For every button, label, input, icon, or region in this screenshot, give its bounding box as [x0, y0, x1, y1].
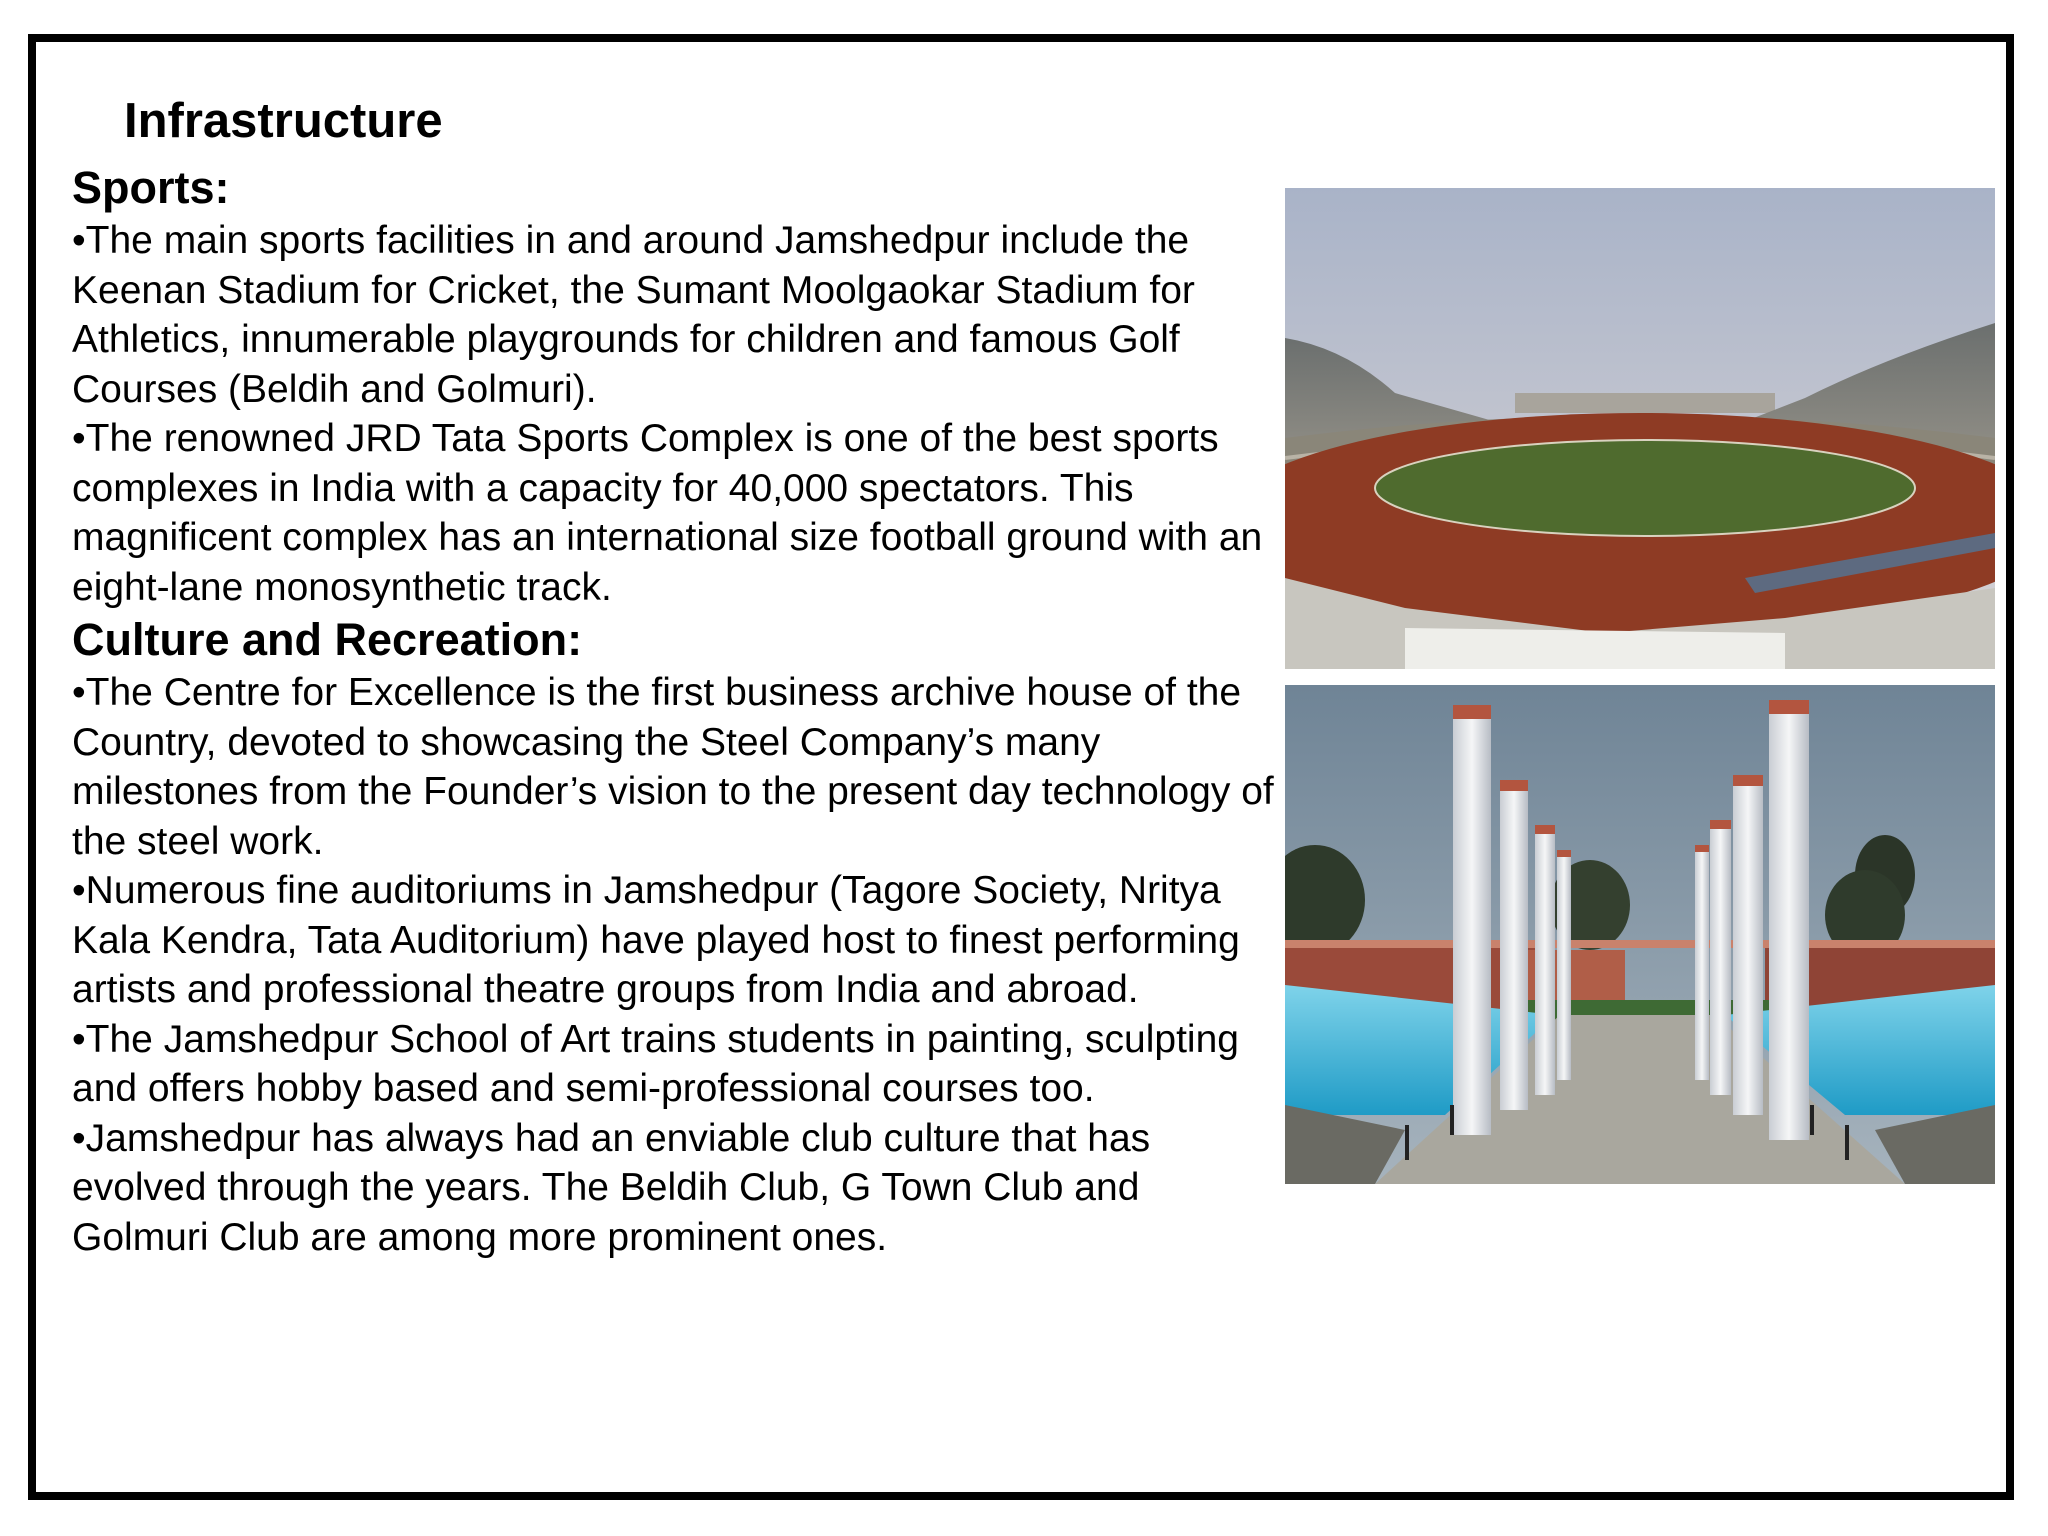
stadium-photo: [1285, 188, 1995, 669]
bullet-school-of-art: •The Jamshedpur School of Art trains students in painting, sculpting and offers hobby based and semi-professional courses too.: [72, 1017, 1239, 1110]
slide-title: Infrastructure: [124, 94, 443, 148]
bullet-centre-for-excellence: •The Centre for Excellence is the first business archive house of the Country, devoted to showcasing the Steel Company’s many milestones from the Founder’s vision to the present day technology of the steel work.: [72, 671, 1274, 863]
bullet-sports-facilities: •The main sports facilities in and around Jamshedpur include the Keenan Stadium for Cricket, the Sumant Moolgaokar Stadium for Athletics, innumerable playgrounds for children and famous Golf Courses (Beldih and Golmuri).: [72, 219, 1195, 411]
bullet-jrd-tata-complex: •The renowned JRD Tata Sports Complex is one of the best sports complexes in India with a capacity for 40,000 spectators. This magnificent complex has an international size football ground with an eight-lane monosynthetic track.: [72, 417, 1263, 609]
section-heading-sports: Sports:: [72, 162, 230, 213]
bullet-club-culture: •Jamshedpur has always had an enviable club culture that has evolved through the years. The Beldih Club, G Town Club and Golmuri Club are among more prominent ones.: [72, 1116, 1151, 1259]
bullet-auditoriums: •Numerous fine auditoriums in Jamshedpur (Tagore Society, Nritya Kala Kendra, Tata Auditorium) have played host to finest performing artists and professional theatre groups from India and abroad.: [72, 869, 1240, 1011]
pillars-pool-photo: [1285, 685, 1995, 1184]
section-heading-culture: Culture and Recreation:: [72, 614, 583, 665]
text-column: [72, 160, 1282, 1262]
